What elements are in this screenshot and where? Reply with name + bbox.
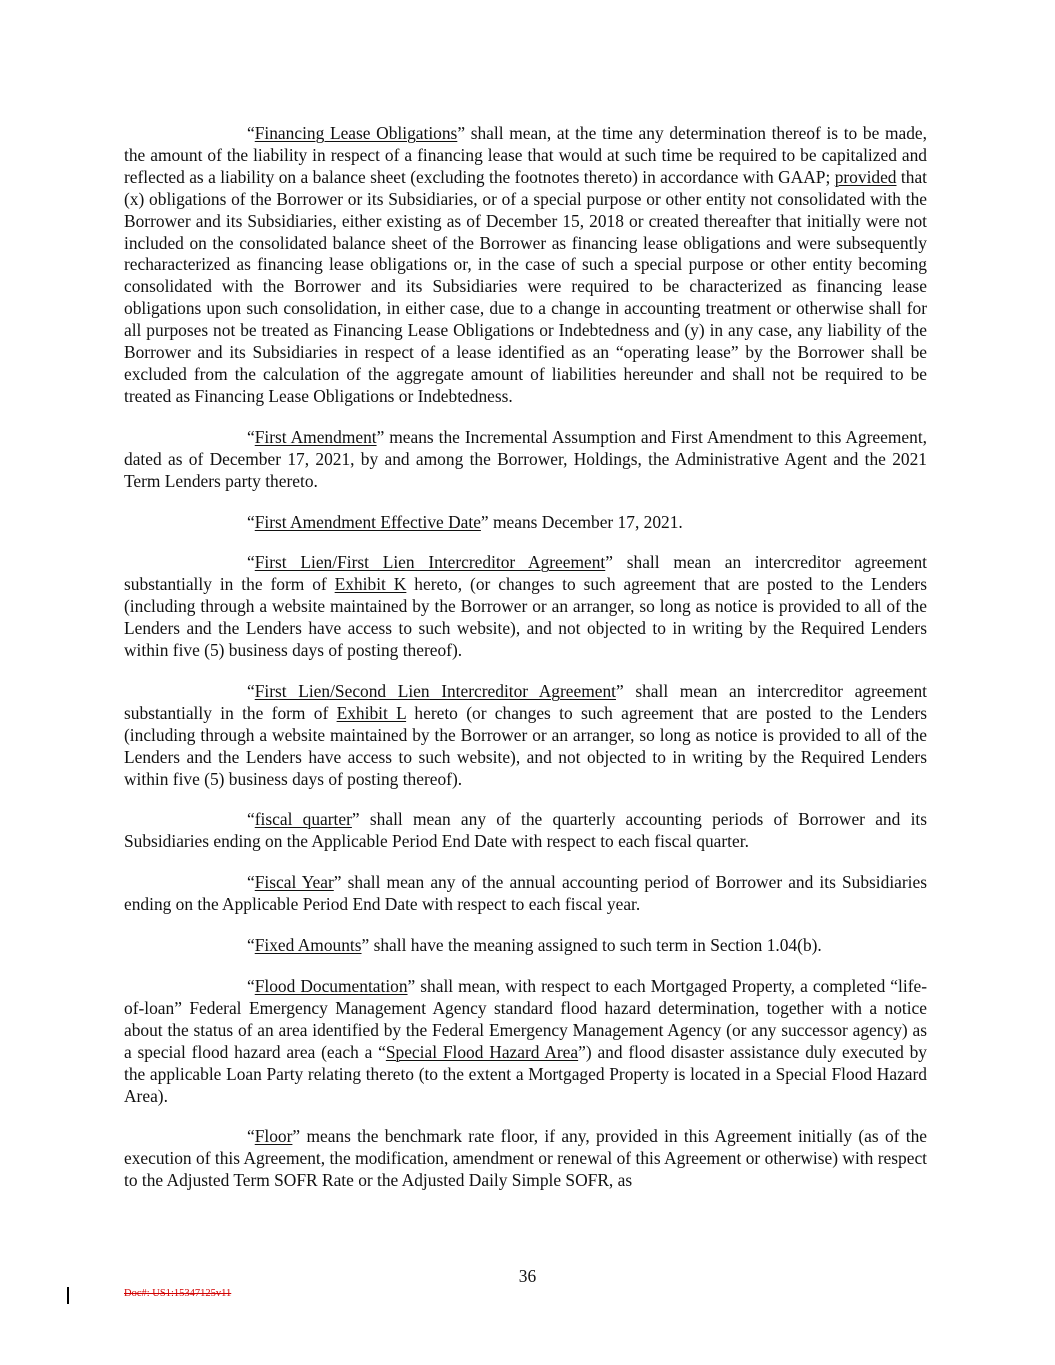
definition-paragraph: “First Lien/First Lien Intercreditor Agreement” shall mean an intercreditor agreement substantially in the form of Exhibit K hereto, (or changes to such agreement that are posted to the Lenders (including through a website maintained by the Borrower or an arranger, so long as notice is provided to all of the Lenders and the Lenders have access to such website), and not objected to in writing by the Required Lenders within five (5) business days of posting thereof). (124, 552, 927, 661)
underlined-term: provided (834, 166, 897, 187)
exhibit-reference: Exhibit L (336, 702, 407, 723)
document-body (124, 123, 927, 1192)
defined-term: First Amendment Effective Date (254, 511, 481, 532)
defined-term: First Lien/First Lien Intercreditor Agreement (254, 552, 606, 573)
defined-term: Flood Documentation (254, 976, 408, 996)
document-id: Doc#: US1:15347125v11 (124, 1288, 232, 1299)
defined-term: First Amendment (254, 426, 377, 447)
definition-paragraph: “Floor” means the benchmark rate floor, if any, provided in this Agreement initially (as of the execution of this Agreement, the modification, amendment or renewal of this Agreement or otherwise) with respect to the Adjusted Term SOFR Rate or the Adjusted Daily Simple SOFR, as (124, 1126, 927, 1191)
definition-paragraph: “Fixed Amounts” shall have the meaning assigned to such term in Section 1.04(b). (247, 935, 822, 956)
defined-term: First Lien/Second Lien Intercreditor Agreement (254, 680, 616, 701)
defined-term: Financing Lease Obligations (254, 123, 458, 143)
defined-term: Fixed Amounts (254, 935, 362, 956)
definition-paragraph: “First Lien/Second Lien Intercreditor Agreement” shall mean an intercreditor agreement substantially in the form of Exhibit L hereto (or changes to such agreement that are posted to the Lenders (including through a website maintained by the Borrower or an arranger, so long as notice is provided to all of the Lenders and the Lenders have access to such website), and not objected to in writing by the Required Lenders within five (5) business days of posting thereof). (124, 680, 928, 789)
definition-paragraph: “Financing Lease Obligations” shall mean, at the time any determination thereof is to be made, the amount of the liability in respect of a financing lease that would at such time be required to be capitalized and reflected as a liability on a balance sheet (excluding the footnotes thereto) in accordance with GAAP; provided that (x) obligations of the Borrower or its Subsidiaries, or of a special purpose or other entity not consolidated with the Borrower and its Subsidiaries, either existing as of December 15, 2018 or created thereafter that initially were not included on the consolidated balance sheet of the Borrower as financing lease obligations and were subsequently recharacterized as financing lease obligations or, in the case of such a special purpose or other entity becoming consolidated with the Borrower and its Subsidiaries were required to be characterized as financing lease obligations upon such consolidation, in either case, due to a change in accounting treatment or otherwise shall for all purposes not be treated as Financing Lease Obligations or Indebtedness and (y) in any case, any liability of the Borrower and its Subsidiaries in respect of a lease identified as an “operating lease” by the Borrower shall be excluded from the calculation of the aggregate amount of liabilities hereunder and shall not be required to be treated as Financing Lease Obligations or Indebtedness. (124, 123, 927, 406)
exhibit-reference: Exhibit K (334, 574, 407, 595)
defined-term: fiscal quarter (254, 809, 352, 830)
definition-paragraph: “First Amendment Effective Date” means December 17, 2021. (247, 511, 683, 532)
defined-term: Fiscal Year (254, 872, 334, 893)
underlined-term: Special Flood Hazard Area (385, 1041, 579, 1062)
definition-paragraph: “fiscal quarter” shall mean any of the quarterly accounting periods of Borrower and its Subsidiaries ending on the Applicable Period End Date with respect to each fiscal quarter. (124, 809, 928, 852)
page-number: 36 (518, 1266, 537, 1286)
change-bar (67, 1287, 69, 1304)
defined-term: Floor (254, 1126, 293, 1147)
definition-paragraph: “Fiscal Year” shall mean any of the annual accounting period of Borrower and its Subsidiaries ending on the Applicable Period End Date with respect to each fiscal year. (124, 872, 927, 915)
definition-paragraph: “Flood Documentation” shall mean, with respect to each Mortgaged Property, a completed “life-of-loan” Federal Emergency Management Agency standard flood hazard determination, together with a notice about the status of an area identified by the Federal Emergency Management Agency (or any successor agency) as a special flood hazard area (each a “Special Flood Hazard Area”) and flood disaster assistance duly executed by the applicable Loan Party relating thereto (to the extent a Mortgaged Property is located in a Special Flood Hazard Area). (124, 976, 927, 1106)
definition-paragraph: “First Amendment” means the Incremental Assumption and First Amendment to this Agreement, dated as of December 17, 2021, by and among the Borrower, Holdings, the Administrative Agent and the 2021 Term Lenders party thereto. (124, 426, 927, 491)
